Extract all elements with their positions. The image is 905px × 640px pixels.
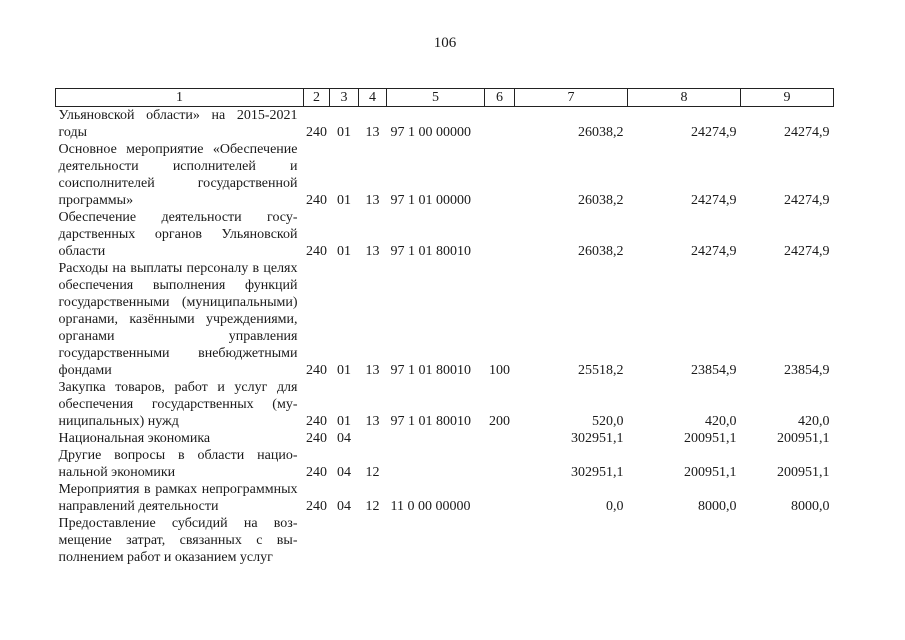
amount-2020: 200951,1 xyxy=(684,465,737,480)
amount-2021: 23854,9 xyxy=(784,363,830,378)
row-name: Обеспечение деятельности государственных органов Ульяновской области xyxy=(58,210,298,259)
column-header-5: 5 xyxy=(387,89,485,107)
expense-type-code xyxy=(485,209,515,260)
table-row xyxy=(56,515,834,566)
amount-2021: 24274,9 xyxy=(784,193,830,208)
ministry-code: 240 xyxy=(306,125,327,140)
column-header-3: 3 xyxy=(330,89,359,107)
expense-type-code xyxy=(485,481,515,515)
amount-2021: 24274,9 xyxy=(784,125,830,140)
amount-2019: 25518,2 xyxy=(578,363,624,378)
row-name: Другие вопросы в области национальной экономики xyxy=(58,448,298,480)
expense-type-code xyxy=(485,447,515,481)
amount-2020: 24274,9 xyxy=(691,244,737,259)
column-header-1: 1 xyxy=(56,89,304,107)
amount-2021: 8000,0 xyxy=(791,499,830,514)
amount-2020: 23854,9 xyxy=(691,363,737,378)
page-number: 106 xyxy=(433,35,457,51)
subsection-code: 12 xyxy=(365,465,380,480)
table-row xyxy=(56,107,834,142)
expense-type-code xyxy=(485,141,515,209)
target-article-code: 11 0 00 00000 xyxy=(390,499,471,514)
expense-type-code: 100 xyxy=(489,363,510,378)
target-article-code: 97 1 01 00000 xyxy=(390,193,471,208)
subsection-code: 13 xyxy=(365,125,380,140)
amount-2020: 200951,1 xyxy=(684,431,737,446)
amount-2020: 24274,9 xyxy=(691,193,737,208)
subsection-code xyxy=(359,515,387,566)
row-name: Национальная экономика xyxy=(58,431,211,446)
amount-2021: 200951,1 xyxy=(777,465,830,480)
budget-table xyxy=(55,88,834,566)
amount-2019: 302951,1 xyxy=(571,465,624,480)
table-row xyxy=(56,209,834,260)
section-code: 04 xyxy=(337,499,351,514)
row-name: Закупка товаров, работ и услуг для обеспечения государственных (муниципальных) нужд xyxy=(58,380,298,429)
amount-2021: 24274,9 xyxy=(784,244,830,259)
amount-2019: 520,0 xyxy=(592,414,624,429)
amount-2020: 24274,9 xyxy=(691,125,737,140)
column-header-2: 2 xyxy=(304,89,330,107)
row-name: Предоставление субсидий на возмещение затрат, связанных с выполнением работ и оказанием услуг xyxy=(58,516,298,565)
table-row xyxy=(56,447,834,481)
target-article-code xyxy=(387,430,485,447)
target-article-code xyxy=(387,447,485,481)
subsection-code: 13 xyxy=(365,363,380,378)
amount-2021 xyxy=(741,515,834,566)
amount-2020 xyxy=(628,515,741,566)
amount-2021: 200951,1 xyxy=(777,431,830,446)
amount-2019: 0,0 xyxy=(606,499,624,514)
expense-type-code: 200 xyxy=(489,414,510,429)
table-row xyxy=(56,260,834,379)
target-article-code: 97 1 00 00000 xyxy=(390,125,471,140)
ministry-code: 240 xyxy=(306,244,327,259)
column-header-8: 8 xyxy=(628,89,741,107)
table-row xyxy=(56,141,834,209)
amount-2020: 420,0 xyxy=(705,414,737,429)
table-row xyxy=(56,481,834,515)
row-name: Ульяновской области» на 2015-2021 годы xyxy=(58,108,298,140)
amount-2020: 8000,0 xyxy=(698,499,737,514)
ministry-code xyxy=(304,515,330,566)
expense-type-code xyxy=(485,515,515,566)
section-code: 01 xyxy=(337,414,351,429)
target-article-code: 97 1 01 80010 xyxy=(390,363,471,378)
section-code: 01 xyxy=(337,363,351,378)
ministry-code: 240 xyxy=(306,499,327,514)
column-header-4: 4 xyxy=(359,89,387,107)
section-code: 01 xyxy=(337,244,351,259)
ministry-code: 240 xyxy=(306,363,327,378)
target-article-code: 97 1 01 80010 xyxy=(390,244,471,259)
target-article-code xyxy=(387,515,485,566)
amount-2021: 420,0 xyxy=(798,414,830,429)
row-name: Основное мероприятие «Обеспечение деятельности исполнителей и соисполнителей государственной программы» xyxy=(58,142,298,208)
subsection-code xyxy=(359,430,387,447)
expense-type-code xyxy=(485,107,515,142)
subsection-code: 13 xyxy=(365,193,380,208)
ministry-code: 240 xyxy=(306,431,327,446)
amount-2019: 26038,2 xyxy=(578,244,624,259)
section-code xyxy=(330,515,359,566)
amount-2019: 26038,2 xyxy=(578,125,624,140)
ministry-code: 240 xyxy=(306,414,327,429)
column-header-6: 6 xyxy=(485,89,515,107)
table-row xyxy=(56,379,834,430)
table-row xyxy=(56,430,834,447)
amount-2019: 26038,2 xyxy=(578,193,624,208)
ministry-code: 240 xyxy=(306,465,327,480)
row-name: Мероприятия в рамках непрограммных направлений деятельности xyxy=(58,482,298,514)
table-header xyxy=(56,89,834,107)
subsection-code: 13 xyxy=(365,244,380,259)
expense-type-code xyxy=(485,430,515,447)
subsection-code: 12 xyxy=(365,499,380,514)
column-number-row xyxy=(56,89,834,107)
section-code: 04 xyxy=(337,431,351,446)
column-header-7: 7 xyxy=(515,89,628,107)
row-name: Расходы на выплаты персоналу в целях обеспечения выполнения функций государственными (муниципальными) органами, казёнными учреждениями, органами управления государственными внебюджетными фондами xyxy=(58,261,298,378)
section-code: 01 xyxy=(337,193,351,208)
section-code: 04 xyxy=(337,465,351,480)
amount-2019: 302951,1 xyxy=(571,431,624,446)
ministry-code: 240 xyxy=(306,193,327,208)
table-body xyxy=(56,107,834,567)
amount-2019 xyxy=(515,515,628,566)
subsection-code: 13 xyxy=(365,414,380,429)
section-code: 01 xyxy=(337,125,351,140)
target-article-code: 97 1 01 80010 xyxy=(390,414,471,429)
column-header-9: 9 xyxy=(741,89,834,107)
